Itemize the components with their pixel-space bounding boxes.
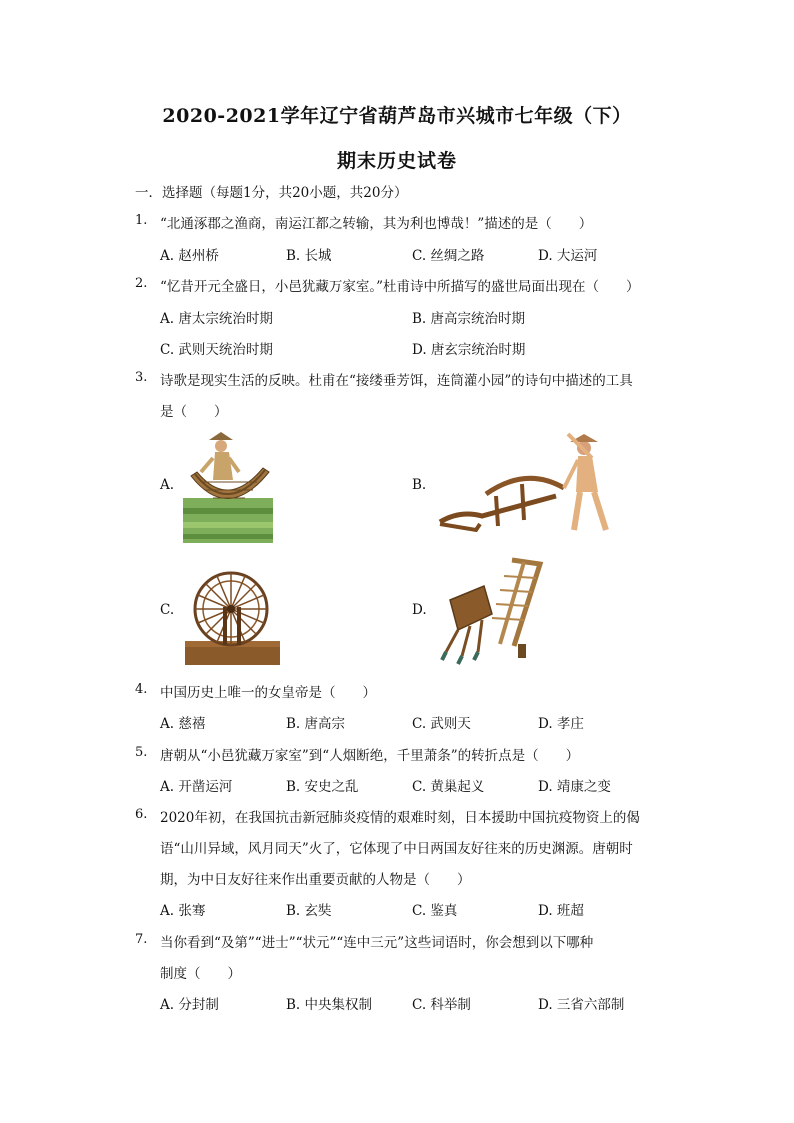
option-d[interactable]: D. 三省六部制 bbox=[538, 997, 625, 1013]
question-text: 是（ ） bbox=[160, 404, 228, 420]
option-a[interactable]: A. 张骞 bbox=[160, 903, 206, 919]
option-b[interactable]: B. 安史之乱 bbox=[286, 779, 359, 795]
option-a[interactable]: A. 赵州桥 bbox=[160, 248, 219, 264]
option-b[interactable]: B. 玄奘 bbox=[286, 903, 332, 919]
option-c[interactable]: C. 科举制 bbox=[412, 997, 471, 1013]
option-a[interactable]: A. 唐太宗统治时期 bbox=[160, 311, 273, 327]
question-text: “北通涿郡之渔商，南运江都之转输，其为利也博哉！”描述的是（ ） bbox=[160, 216, 593, 232]
question-text: 当你看到“及第”“进士”“状元”“连中三元”这些词语时，你会想到以下哪种 bbox=[160, 935, 594, 951]
option-d[interactable]: D. 大运河 bbox=[538, 248, 598, 264]
option-c[interactable]: C. 鉴真 bbox=[412, 903, 458, 919]
option-c[interactable]: C. 武则天统治时期 bbox=[160, 342, 273, 358]
question-number: 3. bbox=[135, 370, 148, 385]
question-text: 2020年初，在我国抗击新冠肺炎疫情的艰难时刻，日本援助中国抗疫物资上的偈 bbox=[160, 810, 640, 826]
question-text: 诗歌是现实生活的反映。杜甫在“接缕垂芳饵，连筒灌小园”的诗句中描述的工具 bbox=[160, 373, 633, 389]
waterwheel-image[interactable] bbox=[185, 563, 280, 665]
section-heading: 一．选择题（每题1分，共20小题，共20分） bbox=[135, 185, 408, 201]
option-c[interactable]: C. 丝绸之路 bbox=[412, 248, 485, 264]
question-text: 期，为中日友好往来作出重要贡献的人物是（ ） bbox=[160, 872, 471, 888]
option-a[interactable]: A. 开凿运河 bbox=[160, 779, 233, 795]
option-b-label[interactable]: B. bbox=[412, 477, 427, 493]
option-b[interactable]: B. 长城 bbox=[286, 248, 332, 264]
question-text: 语“山川异域，风月同天”火了，它体现了中日两国友好往来的历史渊源。唐朝时 bbox=[160, 841, 633, 857]
seed-drill-image[interactable] bbox=[440, 556, 550, 666]
question-number: 7. bbox=[135, 932, 148, 947]
option-d[interactable]: D. 靖康之变 bbox=[538, 779, 611, 795]
option-a-label[interactable]: A. bbox=[160, 477, 175, 493]
option-b[interactable]: B. 中央集权制 bbox=[286, 997, 373, 1013]
question-text: 中国历史上唯一的女皇帝是（ ） bbox=[160, 685, 376, 701]
question-number: 2. bbox=[135, 276, 148, 291]
question-number: 1. bbox=[135, 213, 148, 228]
option-a[interactable]: A. 分封制 bbox=[160, 997, 219, 1013]
question-number: 5. bbox=[135, 745, 148, 760]
option-d-label[interactable]: D. bbox=[412, 602, 427, 618]
question-text: 唐朝从“小邑犹藏万家室”到“人烟断绝，千里萧条”的转折点是（ ） bbox=[160, 748, 580, 764]
boat-tool-image[interactable] bbox=[183, 428, 273, 543]
question-text: 制度（ ） bbox=[160, 966, 241, 982]
option-b[interactable]: B. 唐高宗统治时期 bbox=[412, 311, 526, 327]
option-d[interactable]: D. 班超 bbox=[538, 903, 584, 919]
option-c[interactable]: C. 武则天 bbox=[412, 716, 471, 732]
question-number: 6. bbox=[135, 807, 148, 822]
option-d[interactable]: D. 唐玄宗统治时期 bbox=[412, 342, 526, 358]
option-a[interactable]: A. 慈禧 bbox=[160, 716, 206, 732]
option-c-label[interactable]: C. bbox=[160, 602, 175, 618]
question-text: “忆昔开元全盛日，小邑犹藏万家室。”杜甫诗中所描写的盛世局面出现在（ ） bbox=[160, 279, 640, 295]
option-c[interactable]: C. 黄巢起义 bbox=[412, 779, 485, 795]
plough-image[interactable] bbox=[436, 430, 616, 538]
option-d[interactable]: D. 孝庄 bbox=[538, 716, 584, 732]
exam-title: 2020-2021学年辽宁省葫芦岛市兴城市七年级（下） bbox=[162, 105, 632, 127]
option-b[interactable]: B. 唐高宗 bbox=[286, 716, 346, 732]
exam-subtitle: 期末历史试卷 bbox=[336, 150, 457, 172]
question-number: 4. bbox=[135, 682, 148, 697]
